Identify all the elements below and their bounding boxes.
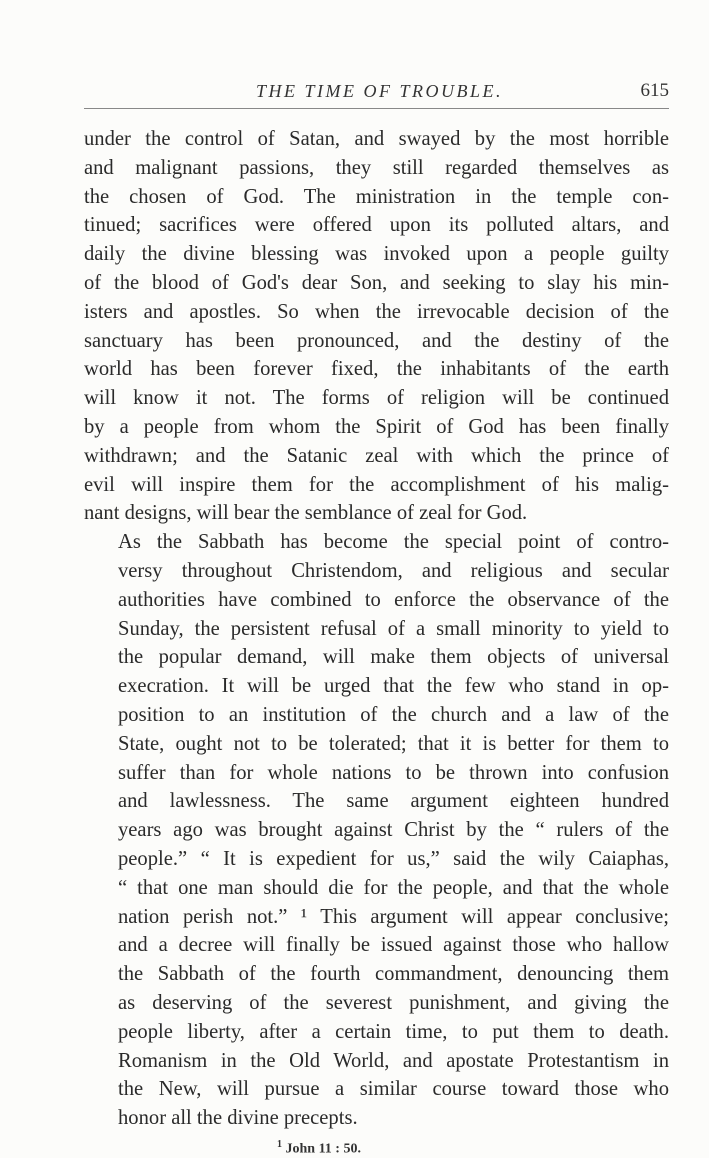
text-line: will know it not. The forms of religion will be continued xyxy=(84,387,669,410)
footnote-marker: 1 xyxy=(277,1138,282,1150)
running-header xyxy=(84,78,669,109)
text-line: the New, will pursue a similar course toward those who xyxy=(118,1078,669,1101)
text-line: the Sabbath of the fourth commandment, denouncing them xyxy=(118,963,669,986)
text-line: years ago was brought against Christ by the “ rulers of the xyxy=(118,819,669,842)
paragraph-1 xyxy=(84,125,669,528)
text-line: position to an institution of the church and a law of the xyxy=(118,703,669,726)
text-line: versy throughout Christendom, and religious and secular xyxy=(118,559,669,582)
page-number: 615 xyxy=(640,80,669,101)
text-line: of the blood of God's dear Son, and seeking to slay his min- xyxy=(84,271,669,294)
text-line: suffer than for whole nations to be thrown into confusion xyxy=(118,761,669,784)
footnote xyxy=(84,1139,669,1158)
text-line: people.” “ It is expedient for us,” said the wily Caiaphas, xyxy=(118,847,669,870)
text-line: the chosen of God. The ministration in the temple con- xyxy=(84,185,669,208)
text-line: State, ought not to be tolerated; that it is better for them to xyxy=(118,732,669,755)
body-text xyxy=(84,125,669,1133)
text-line: by a people from whom the Spirit of God has been finally xyxy=(84,415,669,438)
text-line: Sunday, the persistent refusal of a small minority to yield to xyxy=(118,617,669,640)
text-line: As the Sabbath has become the special point of contro- xyxy=(118,531,669,554)
text-line: Romanism in the Old World, and apostate Protestantism in xyxy=(118,1049,669,1072)
text-line: the popular demand, will make them objects of universal xyxy=(118,646,669,669)
text-line: sanctuary has been pronounced, and the destiny of the xyxy=(84,329,669,352)
text-line: withdrawn; and the Satanic zeal with which the prince of xyxy=(84,444,669,467)
text-line: people liberty, after a certain time, to put them to death. xyxy=(118,1020,669,1043)
text-line: and a decree will finally be issued against those who hallow xyxy=(118,934,669,957)
text-line: execration. It will be urged that the few who stand in op- xyxy=(118,675,669,698)
text-line: “ that one man should die for the people, and that the whole xyxy=(118,876,669,899)
text-line: as deserving of the severest punishment, and giving the xyxy=(118,991,669,1014)
running-title: THE TIME OF TROUBLE. xyxy=(256,81,503,101)
text-line: and lawlessness. The same argument eighteen hundred xyxy=(118,790,669,813)
footnote-text: John 11 : 50. xyxy=(285,1141,361,1157)
book-page xyxy=(84,78,669,1158)
text-line: evil will inspire them for the accomplishment of his malig- xyxy=(84,473,669,496)
text-line: honor all the divine precepts. xyxy=(118,1107,358,1130)
text-line: authorities have combined to enforce the observance of the xyxy=(118,588,669,611)
text-line: world has been forever fixed, the inhabitants of the earth xyxy=(84,358,669,381)
paragraph-2 xyxy=(84,528,669,1133)
text-line: daily the divine blessing was invoked upon a people guilty xyxy=(84,243,669,266)
text-line: nation perish not.” ¹ This argument will appear conclusive; xyxy=(118,905,669,928)
text-line: tinued; sacrifices were offered upon its polluted altars, and xyxy=(84,214,669,237)
text-line: and malignant passions, they still regarded themselves as xyxy=(84,156,669,179)
text-line: nant designs, will bear the semblance of zeal for God. xyxy=(84,502,528,525)
text-line: under the control of Satan, and swayed by the most horrible xyxy=(84,128,669,150)
text-line: isters and apostles. So when the irrevocable decision of the xyxy=(84,300,669,323)
